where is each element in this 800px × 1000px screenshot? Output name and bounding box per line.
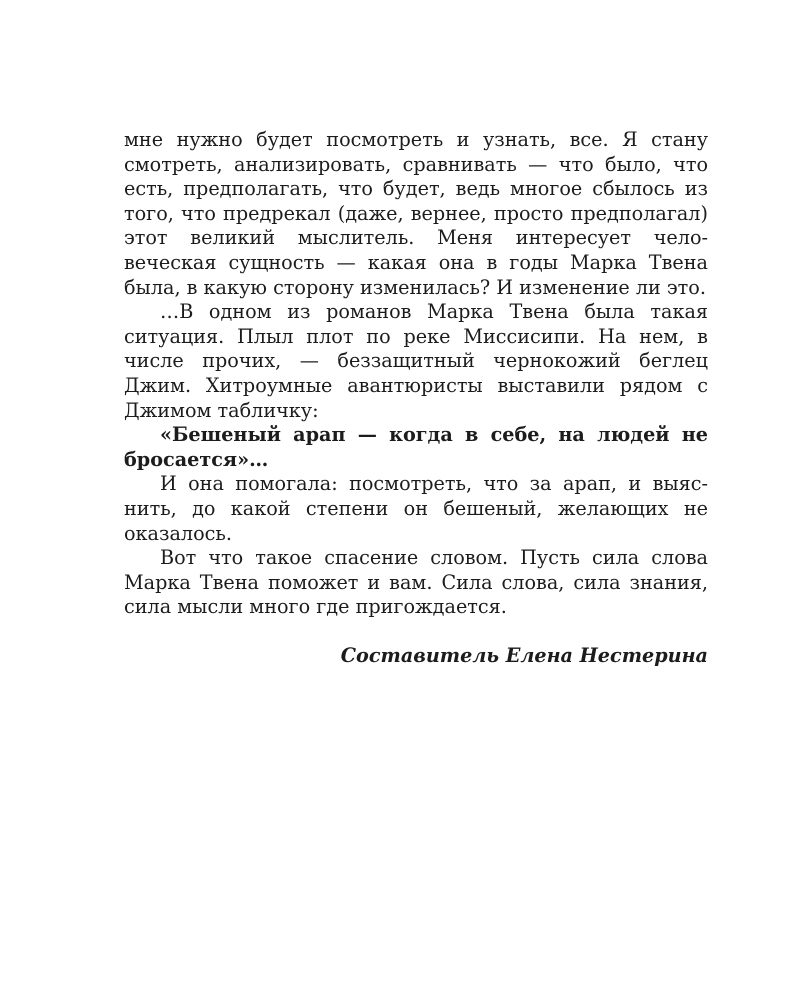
compiler-signature: Составитель Елена Нестерина <box>340 643 708 667</box>
paragraph: …В одном из романов Марка Твена была такая ситуация. Плыл плот по реке Миссисипи. На нем, в числе прочих, — беззащитный чернокожий беглец Джим. Хитроумные авантюристы выставили рядом с Джимом табличку: <box>124 300 708 422</box>
quoted-sign-text: «Бешеный арап — когда в себе, на людей не бросается»… <box>124 423 708 471</box>
page-body <box>124 128 708 668</box>
paragraph: И она помогала: посмотреть, что за арап, и выяснить, до какой степени он бешеный, желающих не оказалось. <box>124 472 708 545</box>
paragraph: Вот что такое спасение словом. Пусть сила слова Марка Твена поможет и вам. Сила слова, сила знания, сила мысли много где пригождается. <box>124 546 708 619</box>
paragraph: мне нужно будет посмотреть и узнать, все. Я стану смотреть, анализировать, сравнивать — что было, что есть, предполагать, что будет, ведь многое сбылось из того, что предрекал (даже, вернее, просто предполагал) этот великий мыслитель. Меня интересует человеческая сущность — какая она в годы Марка Твена была, в какую сторону изменилась? И изменение ли это. <box>124 128 708 299</box>
